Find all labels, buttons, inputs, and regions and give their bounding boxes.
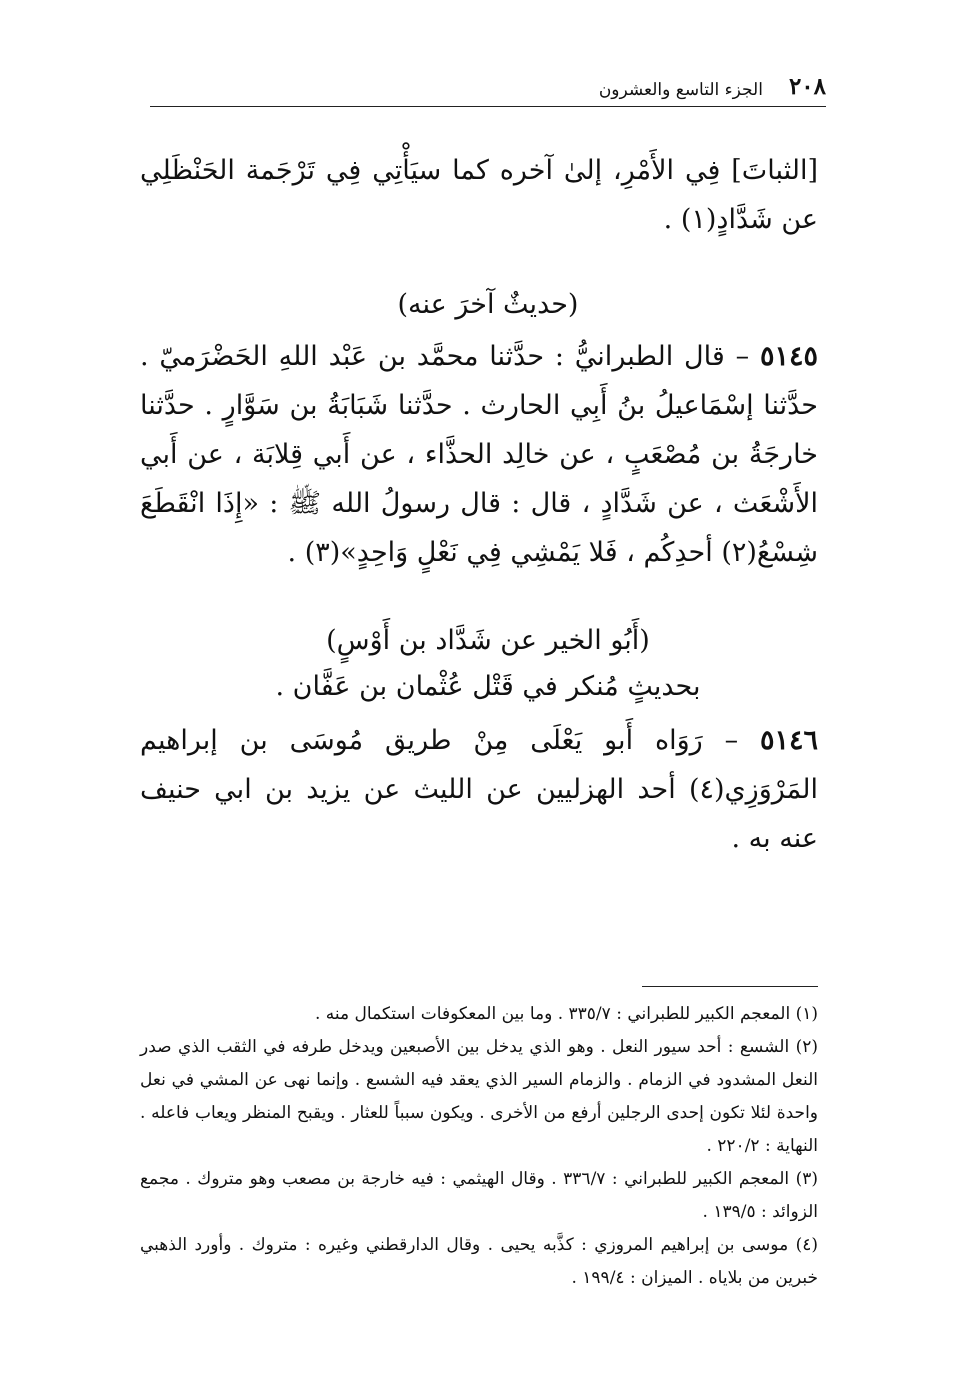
footnote-1: (١) المعجم الكبير للطبراني : ٣٣٥/٧ . وما بين المعكوفات استكمال منه .	[314, 1004, 818, 1024]
running-title: الجزء التاسع والعشرون	[598, 80, 763, 100]
hadith-5146	[140, 716, 818, 863]
header-rule	[150, 106, 826, 107]
hadith-5145	[140, 332, 818, 577]
footnotes	[140, 998, 818, 1295]
page-number: ٢٠٨	[788, 73, 826, 100]
hadith-text: – رَوَاه أَبو يَعْلَى مِنْ طريق مُوسَى بن إبراهيم المَرْوَزِي(٤) أحد الهزليين عن الليث عن يزيد بن ابي حنيف عنه به .	[140, 725, 818, 854]
paragraph-intro: [الثباتَ] فِي الأَمْرِ، إلىٰ آخره كما سيَأْتِي فِي تَرْجَمة الحَنْظَلِي عن شَدَّادٍ(١) .	[140, 155, 818, 235]
footnote-4: (٤) موسى بن إبراهيم المروزي : كذَّبه يحيى . وقال الدارقطني وغيره : متروك . وأورد الذهبي خبرين من بلاياه . الميزان : ١٩٩/٤ .	[140, 1235, 818, 1288]
hadith-number: ٥١٤٥	[759, 341, 818, 372]
hadith-number: ٥١٤٦	[759, 725, 818, 756]
page-header	[150, 66, 826, 100]
footnote-rule	[642, 986, 818, 987]
hadith-text: – قال الطبرانيُّ : حدَّثنا محمَّد بن عَبْد اللهِ الحَضْرَميّ . حدَّثنا إسْمَاعيلُ بنُ أَبِي الحارث . حدَّثنا شَبَابَةُ بن سَوَّارٍ . حدَّثنا خارجَةُ بن مُصْعَبٍ ، عن خالِد الحذَّاء ، عن أَبي قِلابَة ، عن أَبي الأَشْعَث ، عن شَدَّادٍ ، قال : قال رسولُ الله ﷺ : «إِذَا انْقَطَعَ شِسْعُ(٢) أحدِكُم ، فَلا يَمْشِي فِي نَعْلٍ وَاحِدٍ»(٣) .	[140, 341, 818, 568]
section-heading-2: (أَبُو الخير عن شَدَّاد بن أَوْسٍ)	[326, 625, 650, 656]
footnote-3: (٣) المعجم الكبير للطبراني : ٣٣٦/٧ . وقال الهيثمي : فيه خارجة بن مصعب وهو متروك . مجمع الزوائد : ١٣٩/٥ .	[140, 1169, 818, 1222]
footnote-2: (٢) الشسع : أحد سيور النعل . وهو الذي يدخل بين الأصبعين ويدخل طرفه في الثقب الذي صدر النعل المشدود في الزمام . والزمام السير الذي يعقد فيه الشسع . وإنما نهى عن المشي في نعل واحدة لئلا تكون إحدى الرجلين أرفع من الأخرى . ويكون سبباً للعثار . ويقبح المنظر ويعاب فاعله . النهاية : ٢٢٠/٢ .	[140, 1037, 818, 1156]
section-heading-1: (حديثٌ آخرَ عنه)	[397, 289, 579, 320]
section-subheading-2: بحديثٍ مُنكر في قَتْل عُثْمان بن عَفَّان .	[275, 671, 701, 702]
